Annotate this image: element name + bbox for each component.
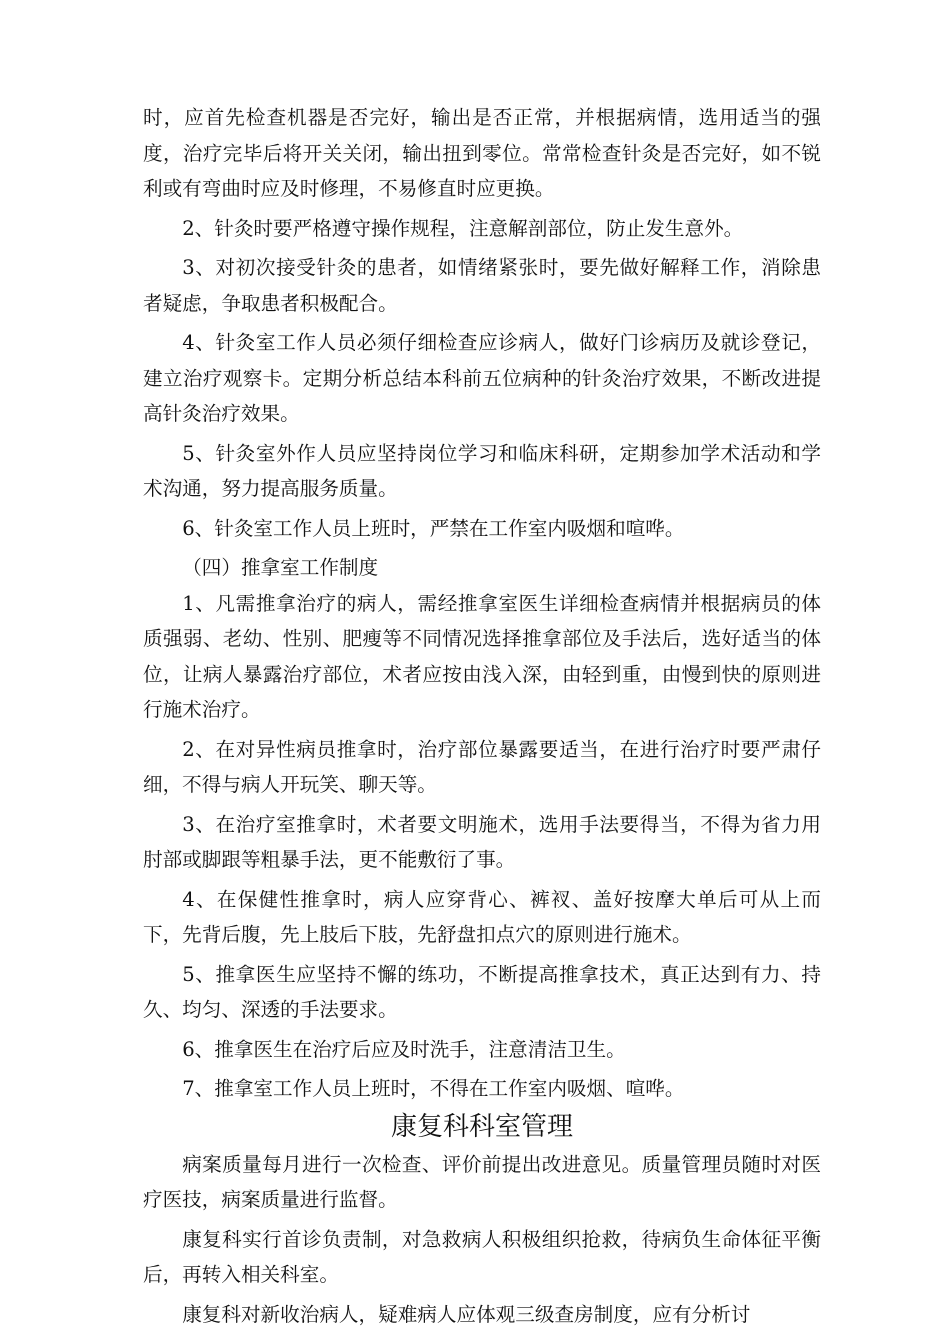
massage-rule-1: 1、凡需推拿治疗的病人，需经推拿室医生详细检查病情并根据病员的体质强弱、老幼、性别、肥瘦等不同情况选择推拿部位及手法后，选好适当的体位，让病人暴露治疗部位，术者应按由浅入深，由轻到重，由慢到快的原则进行施术治疗。 xyxy=(143,591,821,721)
section-title: 康复科科室管理 xyxy=(390,1111,573,1142)
acupuncture-rule-2: 2、针灸时要严格遵守操作规程，注意解剖部位，防止发生意外。 xyxy=(182,216,744,240)
acupuncture-rule-6: 6、针灸室工作人员上班时，严禁在工作室内吸烟和喧哗。 xyxy=(182,516,685,540)
massage-rule-6: 6、推拿医生在治疗后应及时洗手，注意清洁卫生。 xyxy=(182,1037,626,1061)
massage-rule-2: 2、在对异性病员推拿时，治疗部位暴露要适当，在进行治疗时要严肃仔细，不得与病人开玩笑、聊天等。 xyxy=(143,737,821,796)
massage-rule-3: 3、在治疗室推拿时，术者要文明施术，选用手法要得当，不得为省力用肘部或脚跟等粗暴手法，更不能敷衍了事。 xyxy=(143,812,821,871)
massage-rule-4: 4、在保健性推拿时，病人应穿背心、裤衩、盖好按摩大单后可从上而下，先背后腹，先上肢后下肢，先舒盘扣点穴的原则进行施术。 xyxy=(143,887,821,946)
rehab-paragraph-1: 病案质量每月进行一次检查、评价前提出改进意见。质量管理员随时对医疗医技，病案质量进行监督。 xyxy=(143,1152,821,1211)
continuation-paragraph: 时，应首先检查机器是否完好，输出是否正常，并根据病情，选用适当的强度，治疗完毕后将开关关闭，输出扭到零位。常常检查针灸是否完好，如不锐利或有弯曲时应及时修理，不易修直时应更换。 xyxy=(143,106,821,200)
rehab-paragraph-2: 康复科实行首诊负责制，对急救病人积极组织抢救，待病负生命体征平衡后，再转入相关科室。 xyxy=(143,1227,821,1286)
acupuncture-rule-4: 4、针灸室工作人员必须仔细检查应诊病人，做好门诊病历及就诊登记，建立治疗观察卡。定期分析总结本科前五位病种的针灸治疗效果，不断改进提高针灸治疗效果。 xyxy=(143,331,821,425)
acupuncture-rule-5: 5、针灸室外作人员应坚持岗位学习和临床科研，定期参加学术活动和学术沟通，努力提高服务质量。 xyxy=(143,441,821,500)
massage-room-heading: （四）推拿室工作制度 xyxy=(182,556,379,579)
massage-rule-5: 5、推拿医生应坚持不懈的练功，不断提高推拿技术，真正达到有力、持久、均匀、深透的手法要求。 xyxy=(143,962,821,1021)
acupuncture-rule-3: 3、对初次接受针灸的患者，如情绪紧张时，要先做好解释工作，消除患者疑虑，争取患者积极配合。 xyxy=(143,256,821,315)
rehab-paragraph-3: 康复科对新收治病人，疑难病人应体观三级查房制度，应有分析讨 xyxy=(182,1302,751,1326)
document-body xyxy=(143,100,821,1332)
massage-rule-7: 7、推拿室工作人员上班时，不得在工作室内吸烟、喧哗。 xyxy=(182,1077,685,1100)
